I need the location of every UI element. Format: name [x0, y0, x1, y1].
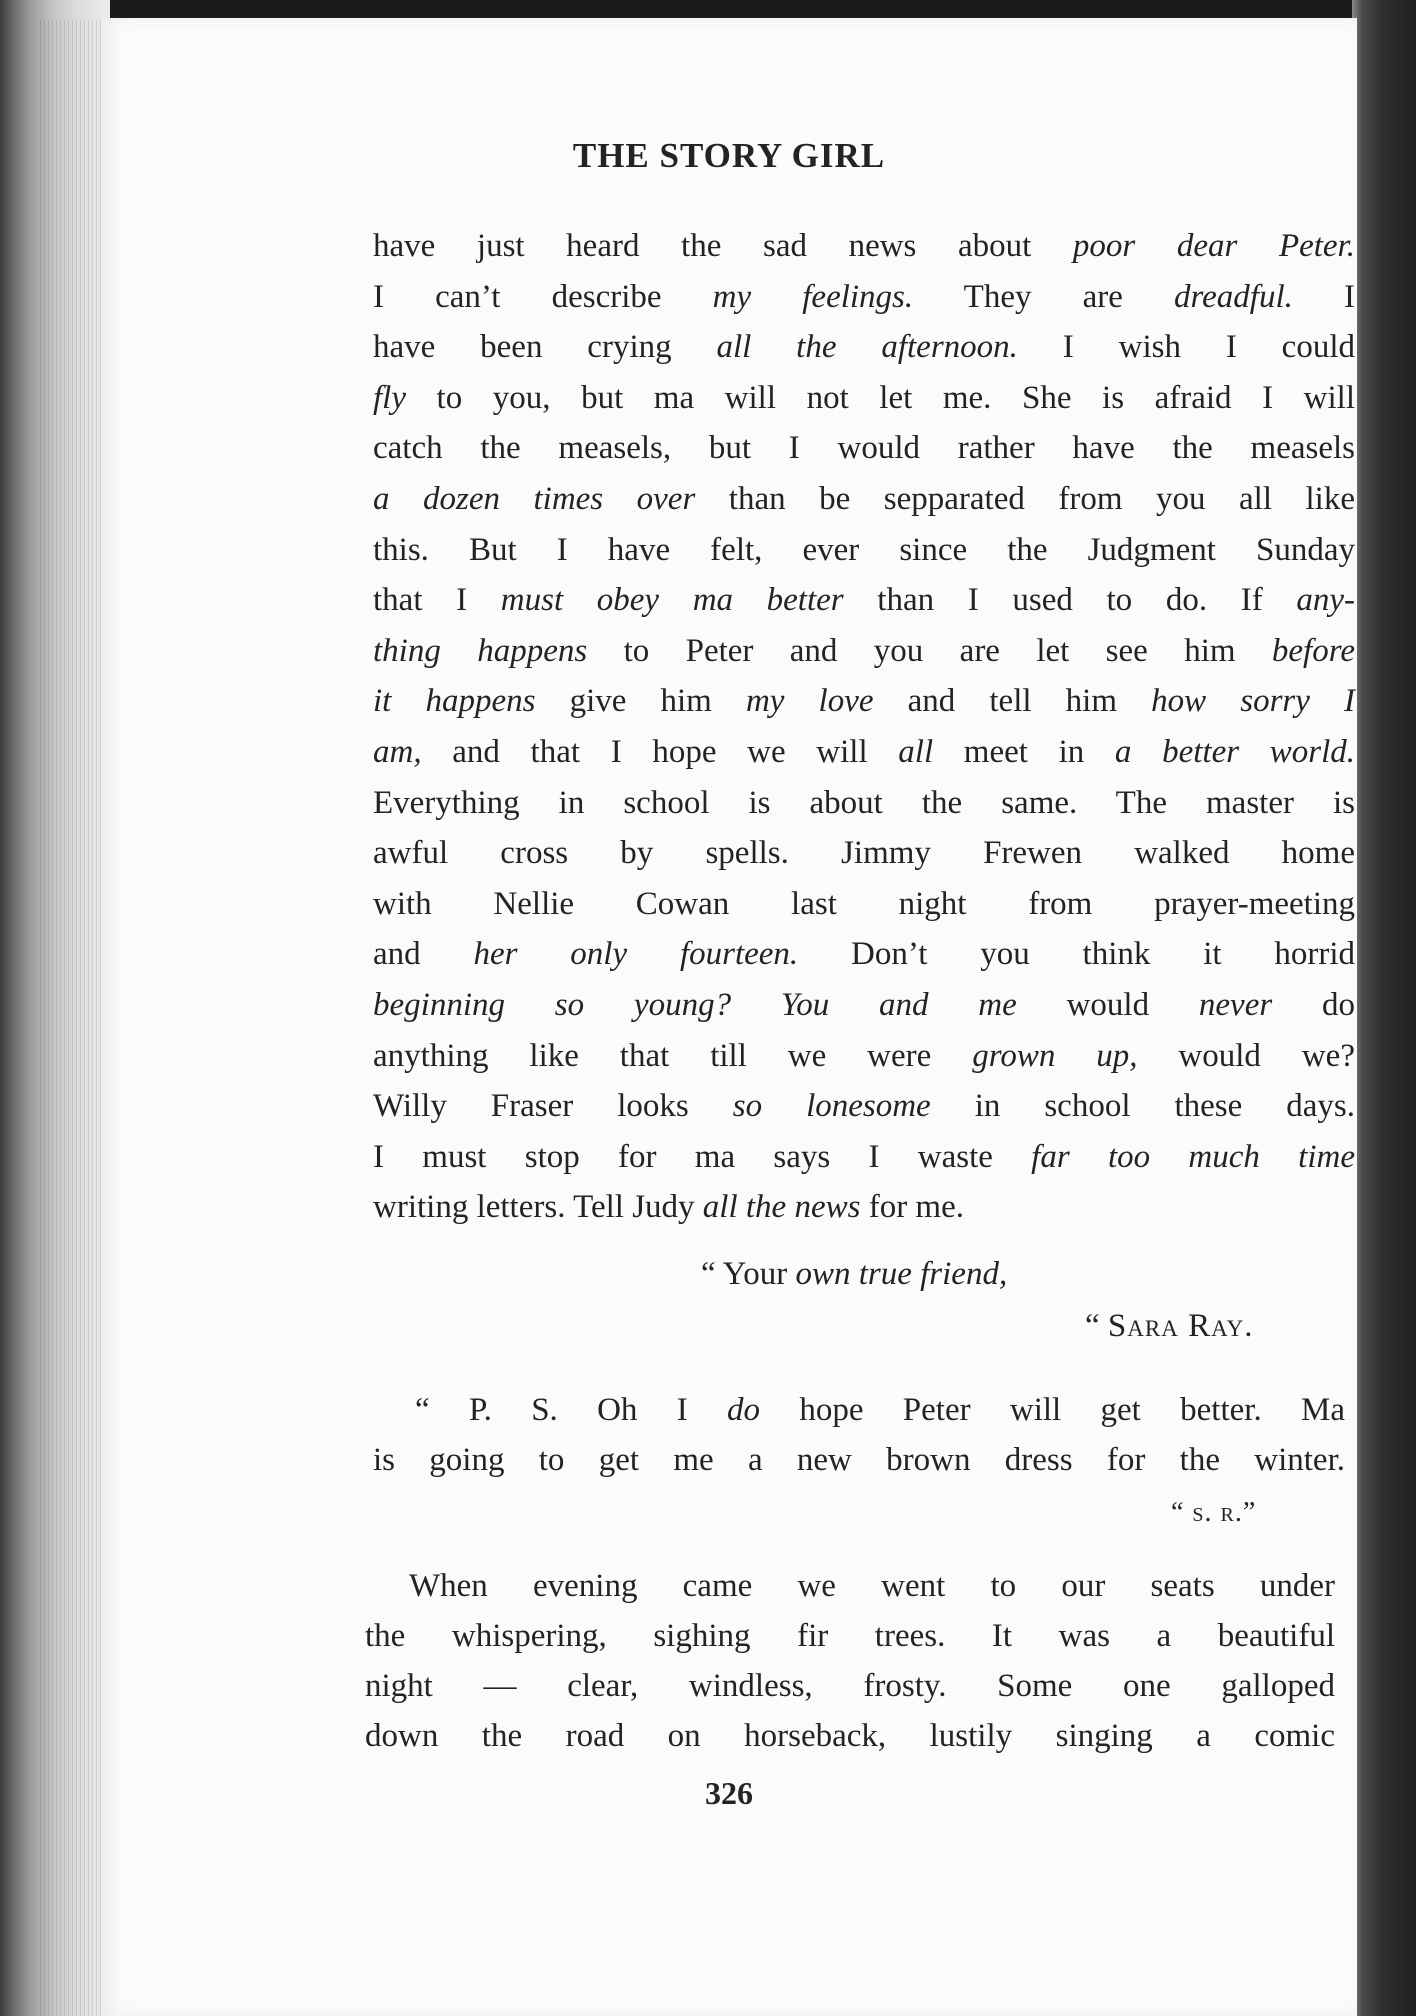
body-line-segment: awful cross by spells. Jimmy Frewen walked home [373, 835, 1355, 872]
body-line-segment: how sorry I [1151, 683, 1356, 720]
letter-signature [1085, 1306, 1253, 1346]
body-line [373, 226, 1355, 266]
body-line [373, 884, 1355, 924]
narrative-line-segment: down the road on horseback, lustily singing a comic [365, 1718, 1335, 1754]
letter-closing [701, 1254, 1007, 1294]
body-line-segment: have just heard the sad news about [373, 228, 1073, 264]
narrative-line [365, 1666, 1335, 1706]
body-line-segment: writing letters. Tell Judy [373, 1189, 703, 1226]
body-line-segment: to Peter and you are let see him [587, 632, 1272, 669]
body-line-segment: dreadful. [1174, 278, 1293, 315]
body-line [373, 985, 1355, 1025]
body-line-segment: her only fourteen. [473, 936, 799, 973]
body-line [373, 732, 1355, 772]
body-line-segment: Everything in school is about the same. The master is [373, 784, 1355, 821]
body-line [373, 580, 1355, 620]
body-line [373, 378, 1355, 418]
body-line-segment: with Nellie Cowan last night from prayer-meeting [373, 885, 1355, 922]
body-line-segment: it happens [373, 683, 536, 720]
postscript-line-segment: do [727, 1392, 761, 1428]
body-line-segment: catch the measels, but I would rather have the measels [373, 430, 1355, 467]
body-line-segment: so lonesome [732, 1088, 931, 1125]
postscript-line [373, 1440, 1345, 1480]
body-line-segment: poor dear Peter. [1072, 228, 1355, 264]
body-line-segment: thing happens [373, 632, 588, 669]
page-number: 326 [705, 1775, 753, 1811]
body-line-segment: Willy Fraser looks [373, 1088, 733, 1125]
running-header: THE STORY GIRL [572, 136, 886, 175]
body-line [373, 631, 1355, 671]
body-line-segment: beginning so young? You and me [373, 987, 1017, 1023]
body-line-segment: any- [1296, 582, 1355, 619]
postscript-line [415, 1390, 1345, 1430]
body-line-segment: in school these days. [930, 1088, 1356, 1125]
body-line-segment: my love [745, 683, 874, 720]
body-line-segment: and that I hope we will [421, 734, 899, 770]
body-line-segment: I [1292, 278, 1355, 315]
body-line-segment: all [898, 734, 934, 770]
body-line-segment: I must stop for ma says I waste [373, 1138, 1032, 1175]
narrative-line-segment: When evening came we went to our seats under [409, 1568, 1335, 1604]
body-line-segment: Don’t you think it horrid [798, 936, 1356, 973]
body-line [373, 1137, 1355, 1177]
page [100, 18, 1357, 2016]
scanner-top-border [0, 0, 1416, 20]
body-line-segment: my feelings. [712, 278, 914, 315]
body-line-segment: grown up, [972, 1037, 1138, 1074]
body-line [373, 833, 1355, 873]
body-line-segment: anything like that till we were [373, 1037, 973, 1074]
body-line-segment: to you, but ma will not let me. She is afraid I will [405, 379, 1355, 416]
narrative-line [365, 1616, 1335, 1656]
body-line [373, 934, 1355, 974]
signature-name: Sara Ray. [1107, 1308, 1254, 1344]
body-line [373, 1036, 1355, 1076]
body-line [373, 783, 1355, 823]
body-line-segment: all the afternoon. [716, 329, 1018, 366]
signature-quote: “ [1085, 1308, 1108, 1344]
body-line-segment: and tell him [873, 683, 1152, 720]
body-line-segment: They are [913, 278, 1175, 315]
body-line [373, 530, 1355, 570]
body-line [373, 277, 1355, 317]
body-line-segment: must obey ma better [500, 582, 844, 619]
body-line-segment: never [1198, 987, 1273, 1023]
narrative-line-segment: the whispering, sighing fir trees. It was a beautiful [365, 1618, 1335, 1654]
postscript-line-segment: hope Peter will get better. Ma [760, 1392, 1345, 1428]
body-line-segment: before [1271, 632, 1355, 669]
narrative-line [409, 1566, 1335, 1606]
body-line-segment: that I [373, 582, 501, 619]
book-cover-edge [1352, 0, 1416, 2016]
narrative-line-segment: night — clear, windless, frosty. Some one galloped [365, 1668, 1335, 1704]
body-line-segment: a dozen times over [373, 481, 696, 517]
body-line-segment: all the news [702, 1189, 861, 1226]
narrative-line [365, 1716, 1335, 1756]
body-line-segment: than I used to do. If [843, 582, 1297, 619]
body-line-segment: I wish I could [1017, 329, 1355, 366]
body-line-segment: for me. [860, 1189, 964, 1226]
body-line [373, 428, 1355, 468]
body-line-segment: and [373, 936, 474, 973]
body-line [373, 1187, 1355, 1227]
body-line-segment: do [1272, 987, 1356, 1023]
closing-segment: own true friend, [795, 1256, 1008, 1292]
body-line-segment: far too much time [1031, 1138, 1355, 1175]
body-line-segment: would [1016, 987, 1199, 1023]
body-line-segment: a better world. [1114, 734, 1355, 770]
body-line-segment: than be sepparated from you all like [695, 481, 1355, 517]
body-line [373, 479, 1355, 519]
postscript-line-segment: “ P. S. Oh I [415, 1392, 728, 1428]
body-line-segment: have been crying [373, 329, 717, 366]
closing-segment: “ Your [701, 1256, 796, 1292]
body-line [373, 327, 1355, 367]
body-line-segment: would we? [1137, 1037, 1355, 1074]
body-line-segment: meet in [933, 734, 1115, 770]
ps-signature: “ s. r.” [1171, 1497, 1257, 1528]
body-line-segment: this. But I have felt, ever since the Judgment Sunday [373, 531, 1355, 568]
body-line-segment: fly [373, 379, 406, 416]
body-line [373, 1086, 1355, 1126]
body-line-segment: am, [373, 734, 422, 770]
body-line [373, 681, 1355, 721]
body-line-segment: I can’t describe [373, 278, 713, 315]
body-line-segment: give him [535, 683, 746, 720]
postscript-line-segment: is going to get me a new brown dress for the winter. [373, 1442, 1345, 1478]
